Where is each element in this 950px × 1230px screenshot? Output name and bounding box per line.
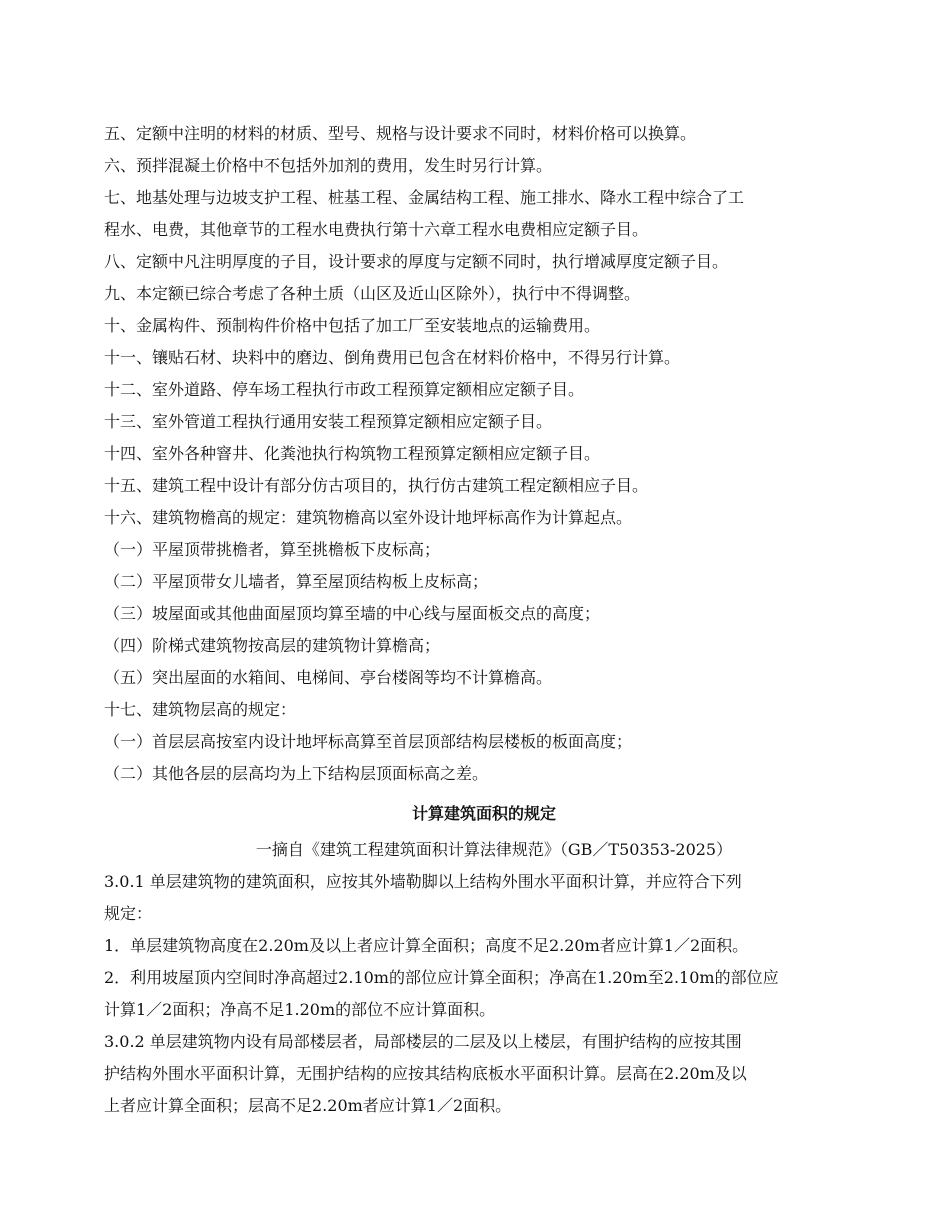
rule-line-16-2: （二）平屋顶带女儿墙者，算至屋顶结构板上皮标高； — [104, 572, 489, 591]
rule-line-16-3: （三）坡屋面或其他曲面屋顶均算至墙的中心线与屋面板交点的高度； — [104, 604, 601, 623]
area-line-5: 计算1／2面积；净高不足1.20m的部位不应计算面积。 — [104, 1000, 496, 1019]
rule-line-7a: 七、地基处理与边坡支护工程、桩基工程、金属结构工程、施工排水、降水工程中综合了工 — [104, 188, 745, 207]
rule-line-17-2: （二）其他各层的层高均为上下结构层顶面标高之差。 — [104, 764, 489, 783]
area-line-7: 护结构外围水平面积计算，无围护结构的应按其结构底板水平面积计算。层高在2.20m及以 — [104, 1064, 747, 1083]
rule-line-15: 十五、建筑工程中设计有部分仿古项目的，执行仿古建筑工程定额相应子目。 — [104, 476, 649, 495]
rule-line-16: 十六、建筑物檐高的规定：建筑物檐高以室外设计地坪标高作为计算起点。 — [104, 508, 633, 527]
rule-line-16-1: （一）平屋顶带挑檐者，算至挑檐板下皮标高； — [104, 540, 441, 559]
area-line-1: 3.0.1 单层建筑物的建筑面积，应按其外墙勒脚以上结构外围水平面积计算，并应符合下列 — [104, 872, 742, 891]
rule-line-9: 九、本定额已综合考虑了各种土质（山区及近山区除外），执行中不得调整。 — [104, 284, 641, 303]
rule-line-5: 五、定额中注明的材料的材质、型号、规格与设计要求不同时，材料价格可以换算。 — [104, 124, 697, 143]
area-line-3: 1．单层建筑物高度在2.20m及以上者应计算全面积；高度不足2.20m者应计算1／2面积。 — [104, 936, 749, 955]
area-line-2: 规定： — [104, 904, 153, 923]
area-line-6: 3.0.2 单层建筑物内设有局部楼层者，局部楼层的二层及以上楼层，有围护结构的应按其围 — [104, 1032, 742, 1051]
rule-line-13: 十三、室外管道工程执行通用安装工程预算定额相应定额子目。 — [104, 412, 553, 431]
rule-line-17-1: （一）首层层高按室内设计地坪标高算至首层顶部结构层楼板的板面高度； — [104, 732, 633, 751]
rule-line-16-4: （四）阶梯式建筑物按高层的建筑物计算檐高； — [104, 636, 441, 655]
rule-line-10: 十、金属构件、预制构件价格中包括了加工厂至安装地点的运输费用。 — [104, 316, 601, 335]
rule-line-11: 十一、镶贴石材、块料中的磨边、倒角费用已包含在材料价格中，不得另行计算。 — [104, 348, 681, 367]
document-page — [104, 118, 864, 1122]
rule-line-16-5: （五）突出屋面的水箱间、电梯间、亭台楼阁等均不计算檐高。 — [104, 668, 553, 687]
rule-line-6: 六、预拌混凝土价格中不包括外加剂的费用，发生时另行计算。 — [104, 156, 553, 175]
rule-line-14: 十四、室外各种窨井、化粪池执行构筑物工程预算定额相应定额子目。 — [104, 444, 601, 463]
section-subtitle: 一摘自《建筑工程建筑面积计算法律规范》（GB／T50353-2025） — [255, 840, 733, 859]
area-line-8: 上者应计算全面积；层高不足2.20m者应计算1／2面积。 — [104, 1096, 512, 1115]
area-line-4: 2．利用坡屋顶内空间时净高超过2.10m的部位应计算全面积；净高在1.20m至2.10m的部位应 — [104, 968, 779, 987]
rule-line-8: 八、定额中凡注明厚度的子目，设计要求的厚度与定额不同时，执行增减厚度定额子目。 — [104, 252, 729, 271]
rule-line-12: 十二、室外道路、停车场工程执行市政工程预算定额相应定额子目。 — [104, 380, 585, 399]
rule-line-7b: 程水、电费，其他章节的工程水电费执行第十六章工程水电费相应定额子目。 — [104, 220, 649, 239]
section-title: 计算建筑面积的规定 — [411, 804, 556, 823]
rule-line-17: 十七、建筑物层高的规定： — [104, 700, 297, 719]
